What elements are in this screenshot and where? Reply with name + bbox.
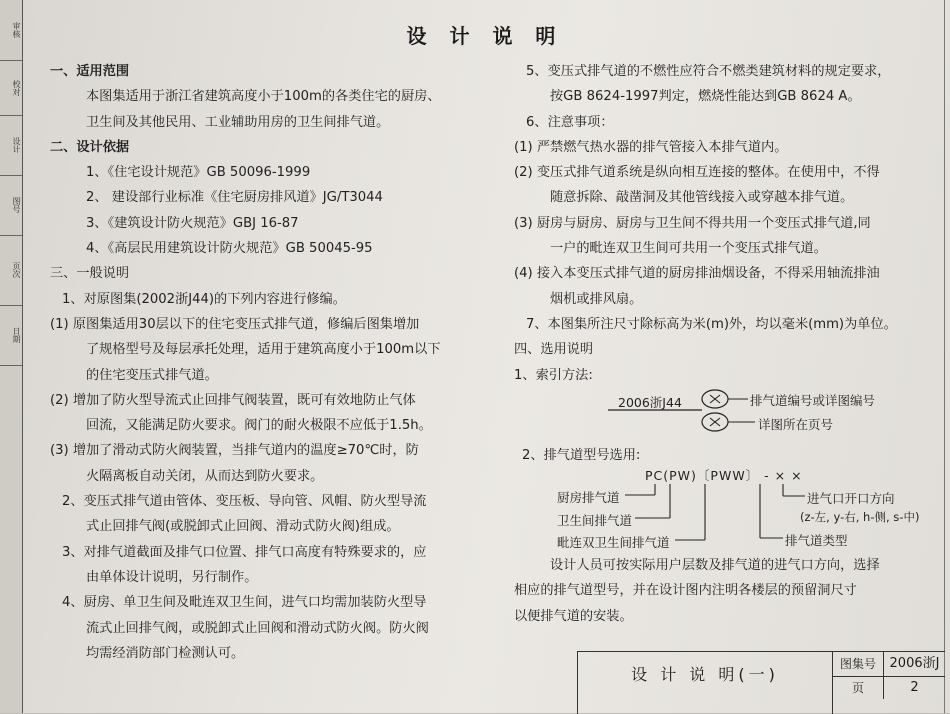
strip-cell: 审核	[0, 0, 22, 61]
text-line: 相应的排气道型号，并在设计图内注明各楼层的预留洞尺寸	[514, 583, 857, 599]
type-heading: 2、排气道型号选用:	[522, 448, 641, 463]
page-title: 设 计 说 明	[406, 24, 564, 48]
signature-strip	[0, 0, 23, 713]
text-line: 二、设计依据	[50, 139, 130, 155]
text-line: 一户的毗连双卫生间可共用一个变压式排气道。	[550, 241, 827, 257]
type-diagram	[555, 466, 945, 550]
right-column-bottom	[514, 553, 944, 629]
text-line: 四、选用说明	[514, 342, 594, 358]
text-line: 1、对原图集(2002浙J44)的下列内容进行修编。	[62, 291, 346, 307]
type-label-inlet-direction: 进气口开口方向	[807, 491, 895, 506]
text-line: 的住宅变压式排气道。	[86, 367, 218, 383]
text-line: 均需经消防部门检测认可。	[86, 645, 245, 661]
text-line: 设计人员可按实际用户层数及排气道的进气口方向，选择	[550, 558, 880, 573]
title-block	[577, 651, 945, 714]
text-line: 三、一般说明	[50, 266, 130, 282]
text-line: 了规格型号及每层承托处理，适用于建筑高度小于100m以下	[86, 342, 441, 358]
text-line: 3、《建筑设计防火规范》GBJ 16-87	[86, 215, 299, 231]
strip-cell: 图号	[0, 175, 22, 236]
type-model-code: PC(PW)〔PWW〕 - × ×	[645, 468, 803, 483]
text-line: 烟机或排风扇。	[550, 291, 643, 307]
text-line: 4、《高层民用建筑设计防火规范》GB 50045-95	[86, 241, 373, 257]
type-label-duct-type: 排气道类型	[785, 533, 848, 548]
text-line: 5、变压式排气道的不燃性应符合不燃类建筑材料的规定要求，	[526, 64, 891, 79]
text-line: (3) 增加了滑动式防火阀装置，当排气道内的温度≥70℃时，防	[50, 443, 419, 459]
type-label-inlet-note: (z-左, y-右, h-侧, s-中)	[800, 510, 920, 524]
text-line: 卫生间及其他民用、工业辅助用房的卫生间排气道。	[86, 114, 390, 130]
text-line: 7、本图集所注尺寸除标高为米(m)外，均以毫米(mm)为单位。	[526, 316, 897, 332]
index-label-bottom: 详图所在页号	[758, 417, 834, 432]
strip-cell: 校对	[0, 60, 22, 116]
text-line: 流式止回排气阀，或脱卸式止回阀和滑动式防火阀。防火阀	[86, 620, 429, 636]
strip-cell: 设计	[0, 115, 22, 176]
text-line: 4、厨房、单卫生间及毗连双卫生间，进气口均需加装防火型导	[62, 595, 427, 611]
text-line: (2) 增加了防火型导流式止回排气阀装置，既可有效地防止气体	[50, 392, 416, 408]
right-column-top	[514, 59, 944, 388]
index-label-top: 排气道编号或详图编号	[750, 393, 876, 408]
text-line: 2、 建设部行业标准《住宅厨房排风道》JG/T3044	[86, 190, 383, 206]
text-line: 按GB 8624-1997判定，燃烧性能达到GB 8624 A。	[550, 89, 861, 105]
atlas-number-value: 2006浙J	[884, 652, 945, 677]
text-line: 随意拆除、敲凿洞及其他管线接入或穿越本排气道。	[550, 190, 854, 206]
page-label: 页	[833, 677, 884, 699]
text-line: 回流，又能满足防火要求。阀门的耐火极限不应低于1.5h。	[86, 418, 432, 434]
text-line: 式止回排气阀(或脱卸式止回阀、滑动式防火阀)组成。	[86, 519, 400, 535]
type-label-double-bathroom: 毗连双卫生间排气道	[557, 535, 670, 550]
text-line: 以便排气道的安装。	[514, 608, 633, 624]
strip-cell: 日期	[0, 305, 22, 366]
index-ref: 2006浙J44	[618, 395, 682, 410]
text-line: 1、《住宅设计规范》GB 50096-1999	[86, 165, 311, 181]
text-line: 由单体设计说明，另行制作。	[86, 569, 258, 585]
text-line: (3) 厨房与厨房、厨房与卫生间不得共用一个变压式排气道,同	[514, 215, 871, 231]
atlas-number-label: 图集号	[833, 652, 884, 677]
text-line: 3、对排气道截面及排气口位置、排气口高度有特殊要求的，应	[62, 544, 427, 560]
index-diagram	[590, 386, 910, 438]
left-column	[50, 59, 500, 666]
text-line: 6、注意事项：	[526, 114, 614, 130]
type-label-kitchen: 厨房排气道	[557, 490, 620, 505]
page-number: 2	[910, 680, 919, 695]
title-block-name: 设 计 说 明(一)	[578, 652, 833, 714]
text-line: 一、适用范围	[50, 64, 130, 79]
text-line: (4) 接入本变压式排气道的厨房排油烟设备，不得采用轴流排油	[514, 266, 880, 282]
text-line: (1) 原图集适用30层以下的住宅变压式排气道，修编后图集增加	[50, 316, 420, 332]
text-line: 火隔离板自动关闭，从而达到防火要求。	[86, 468, 324, 484]
text-line: (1) 严禁燃气热水器的排气管接入本排气道内。	[514, 139, 788, 155]
text-line: (2) 变压式排气道系统是纵向相互连接的整体。在使用中，不得	[514, 165, 880, 181]
text-line: 2、变压式排气道由管体、变压板、导向管、风帽、防火型导流	[62, 494, 427, 510]
strip-cell: 页次	[0, 235, 22, 306]
text-line: 本图集适用于浙江省建筑高度小于100m的各类住宅的厨房、	[86, 89, 441, 105]
type-label-bathroom: 卫生间排气道	[557, 513, 633, 528]
text-line: 1、索引方法:	[514, 367, 593, 383]
